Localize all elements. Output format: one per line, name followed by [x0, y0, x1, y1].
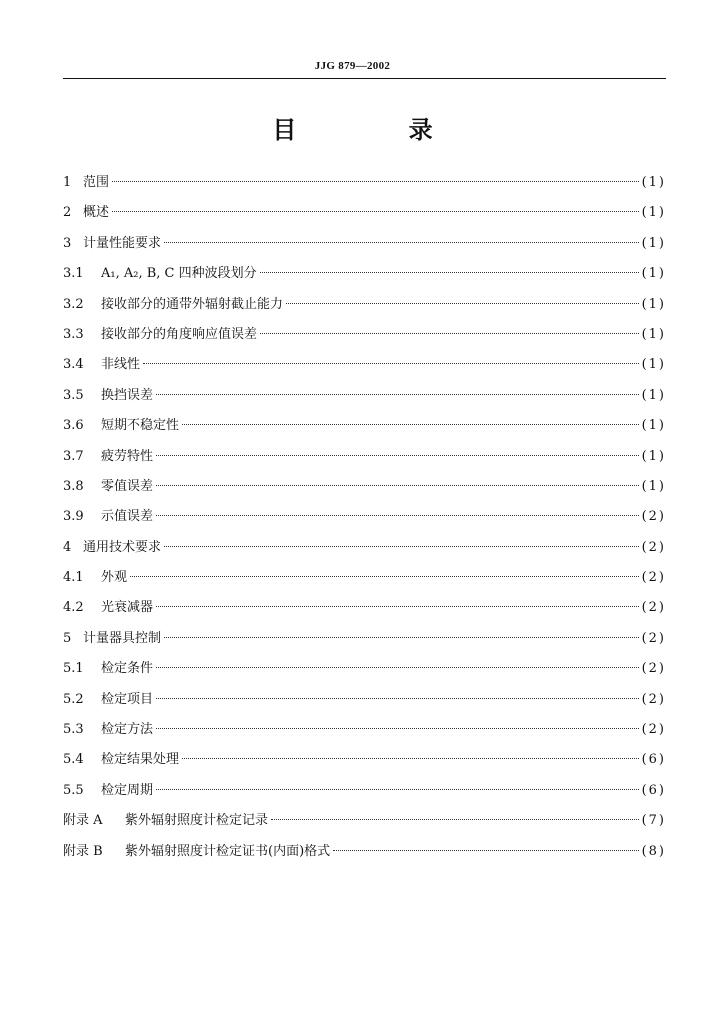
leader-dots: [156, 501, 639, 516]
toc-number: 5: [63, 630, 72, 646]
toc-entry[interactable]: [63, 593, 666, 623]
toc-number: 附录 A: [63, 813, 103, 829]
leader-dots: [156, 775, 639, 790]
toc-entry[interactable]: [63, 198, 666, 228]
toc-number: 3: [63, 235, 72, 251]
toc-page: (2): [641, 509, 666, 525]
toc-number: 3.1: [63, 266, 84, 282]
toc-entry[interactable]: [63, 745, 666, 775]
toc-number: 3.8: [63, 478, 84, 494]
toc-number: 3.3: [63, 326, 84, 342]
toc-entry[interactable]: [63, 290, 666, 320]
toc-page: (2): [641, 539, 666, 555]
leader-dots: [156, 684, 639, 699]
leader-dots: [271, 805, 639, 820]
leader-dots: [156, 380, 639, 395]
toc-label: 检定结果处理: [101, 752, 180, 768]
toc-page: (1): [641, 175, 666, 190]
toc-number: 3.4: [63, 357, 84, 373]
toc-page: (2): [641, 691, 666, 707]
toc-label: 计量器具控制: [83, 630, 162, 646]
toc-number: 5.2: [63, 691, 84, 707]
toc-page: (1): [641, 387, 666, 403]
toc-label: 检定项目: [101, 691, 154, 707]
toc-number: 1: [63, 175, 72, 190]
toc-page: (2): [641, 570, 666, 586]
leader-dots: [143, 349, 639, 364]
toc-label: 换挡误差: [101, 387, 154, 403]
toc-label: 疲劳特性: [101, 448, 154, 464]
leader-dots: [182, 410, 639, 425]
toc-entry[interactable]: [63, 563, 666, 593]
toc-number: 2: [63, 205, 72, 221]
leader-dots: [156, 441, 639, 456]
toc-page: (1): [641, 326, 666, 342]
leader-dots: [156, 714, 639, 729]
toc-entry[interactable]: [63, 533, 666, 563]
toc-label: 光衰减器: [101, 600, 154, 616]
leader-dots: [164, 532, 639, 547]
leader-dots: [156, 653, 639, 668]
toc-number: 5.4: [63, 752, 84, 768]
leader-dots: [112, 167, 639, 182]
toc-label: 检定条件: [101, 661, 154, 677]
leader-dots: [260, 258, 639, 273]
toc-entry[interactable]: [63, 806, 666, 836]
toc-number: 5.1: [63, 661, 84, 677]
toc-label: 计量性能要求: [83, 235, 162, 251]
toc-entry[interactable]: [63, 259, 666, 289]
toc-number: 3.2: [63, 296, 84, 312]
toc-page: (2): [641, 661, 666, 677]
toc-entry[interactable]: [63, 350, 666, 380]
toc-page: (1): [641, 266, 666, 282]
toc-page: (2): [641, 600, 666, 616]
toc-page: (1): [641, 478, 666, 494]
toc-entry[interactable]: [63, 229, 666, 259]
leader-dots: [130, 562, 639, 577]
toc-entry[interactable]: [63, 381, 666, 411]
toc-number: 3.7: [63, 448, 84, 464]
toc-label: 零值误差: [101, 478, 154, 494]
toc-entry[interactable]: [63, 320, 666, 350]
toc-page: (1): [641, 357, 666, 373]
toc-entry[interactable]: [63, 411, 666, 441]
toc-label: 非线性: [101, 357, 141, 373]
toc-page: (6): [641, 782, 666, 798]
toc-entry[interactable]: [63, 442, 666, 472]
leader-dots: [164, 623, 639, 638]
toc-entry[interactable]: [63, 472, 666, 502]
leader-dots: [156, 592, 639, 607]
toc-number: 3.9: [63, 509, 84, 525]
toc-number: 附录 B: [63, 843, 103, 859]
toc-page: (1): [641, 418, 666, 434]
toc-label: 检定方法: [101, 722, 154, 738]
toc-label: 紫外辐射照度计检定证书(内面)格式: [125, 843, 331, 859]
table-of-contents: [63, 168, 666, 867]
header-rule: [63, 78, 666, 79]
toc-label: 短期不稳定性: [101, 418, 180, 434]
toc-page: (1): [641, 448, 666, 464]
toc-label: 示值误差: [101, 509, 154, 525]
toc-label: 范围: [83, 175, 110, 190]
toc-page: (2): [641, 630, 666, 646]
toc-entry[interactable]: [63, 502, 666, 532]
toc-page: (1): [641, 296, 666, 312]
toc-page: (1): [641, 235, 666, 251]
page-title: 目 录: [272, 116, 485, 144]
toc-label: 紫外辐射照度计检定记录: [125, 813, 269, 829]
toc-number: 4.1: [63, 570, 84, 586]
toc-page: (6): [641, 752, 666, 768]
toc-entry[interactable]: [63, 624, 666, 654]
toc-label: 外观: [101, 570, 128, 586]
leader-dots: [260, 319, 639, 334]
toc-entry[interactable]: [63, 168, 666, 198]
toc-page: (8): [641, 843, 666, 859]
toc-number: 3.6: [63, 418, 84, 434]
leader-dots: [156, 471, 639, 486]
toc-label: 通用技术要求: [83, 539, 162, 555]
toc-label: 接收部分的通带外辐射截止能力: [101, 296, 284, 312]
toc-label: 概述: [83, 205, 110, 221]
toc-page: (1): [641, 205, 666, 221]
toc-label: A₁, A₂, B, C 四种波段划分: [101, 266, 257, 282]
document-code-header: JJG 879—2002: [314, 60, 391, 72]
leader-dots: [164, 228, 639, 243]
leader-dots: [182, 744, 639, 759]
leader-dots: [333, 836, 638, 851]
toc-entry[interactable]: [63, 776, 666, 806]
toc-number: 3.5: [63, 387, 84, 403]
toc-page: (7): [641, 813, 666, 829]
toc-number: 5.5: [63, 782, 84, 798]
toc-entry[interactable]: [63, 837, 666, 867]
toc-number: 5.3: [63, 722, 84, 738]
toc-number: 4: [63, 539, 72, 555]
toc-page: (2): [641, 722, 666, 738]
toc-entry[interactable]: [63, 654, 666, 684]
toc-label: 检定周期: [101, 782, 154, 798]
toc-number: 4.2: [63, 600, 84, 616]
toc-entry[interactable]: [63, 685, 666, 715]
toc-entry[interactable]: [63, 715, 666, 745]
toc-label: 接收部分的角度响应值误差: [101, 326, 258, 342]
leader-dots: [112, 197, 639, 212]
leader-dots: [286, 289, 639, 304]
